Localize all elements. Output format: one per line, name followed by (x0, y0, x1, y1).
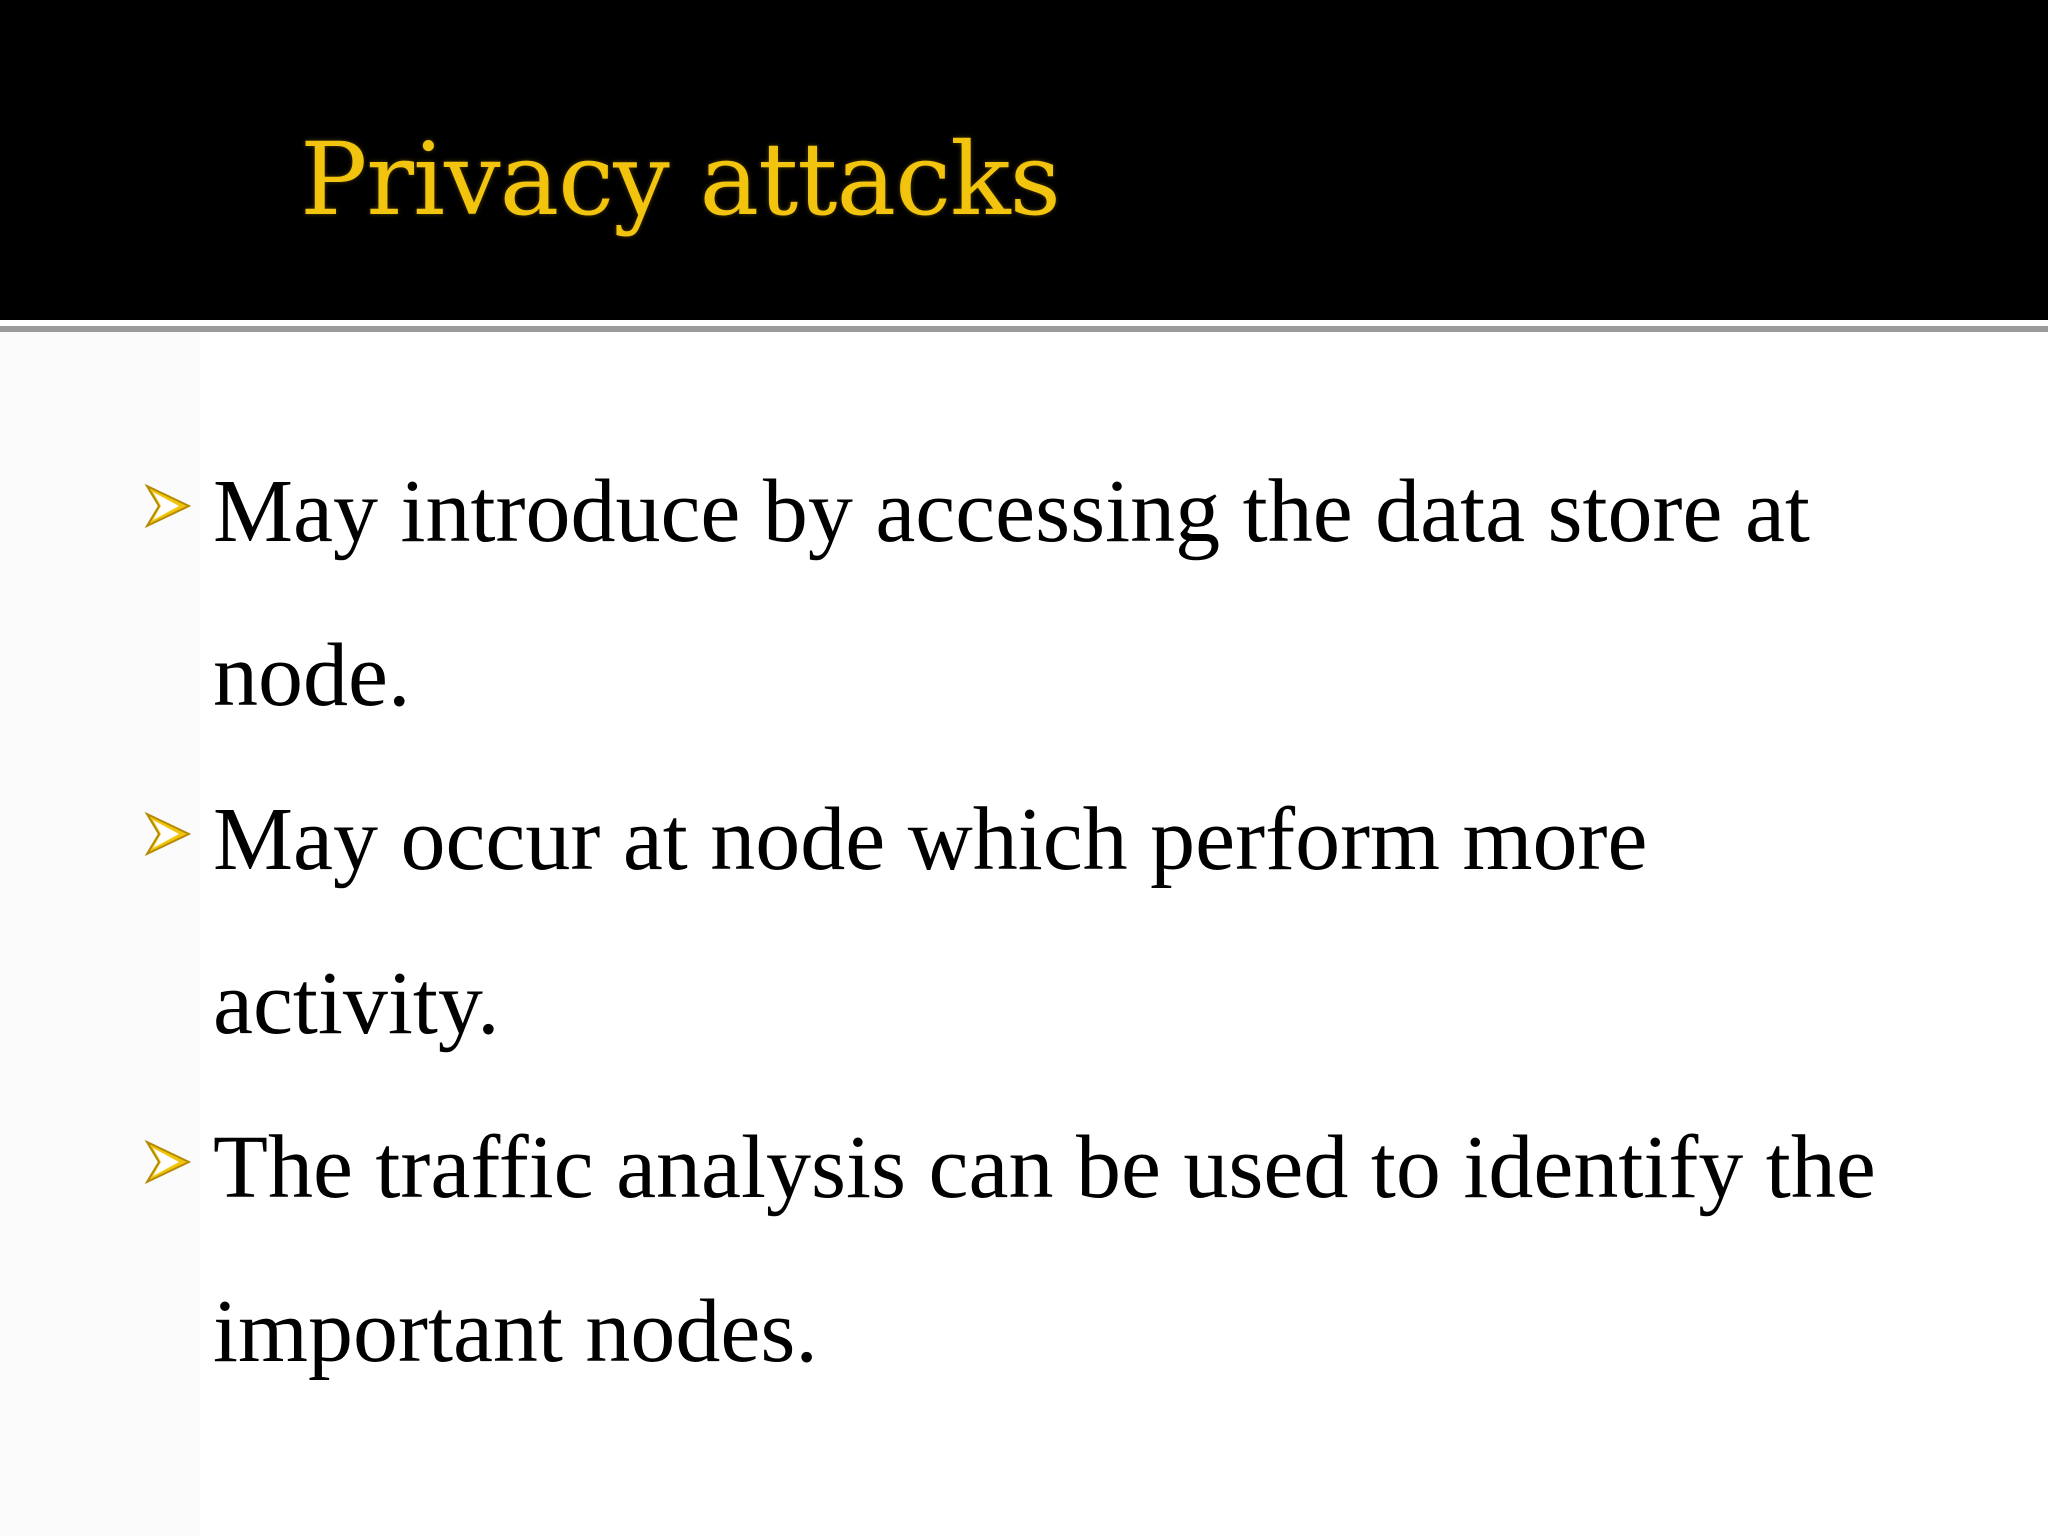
bullet-item (145, 430, 2005, 758)
arrow-bullet-icon (145, 810, 191, 858)
slide-title: Privacy attacks (300, 121, 1060, 238)
bullet-item (145, 1086, 2005, 1414)
arrow-bullet-icon (145, 482, 191, 530)
bullet-text-line: May occur at node which perform more (213, 790, 1648, 889)
bullet-text-line: May introduce by accessing the data store at (213, 462, 1810, 561)
bullet-list (145, 430, 2005, 1414)
arrow-bullet-icon (145, 1138, 191, 1186)
bullet-item (145, 758, 2005, 1086)
bullet-text-line: The traffic analysis can be used to identify the (213, 1118, 1876, 1217)
bullet-text-line: activity. (213, 954, 500, 1053)
title-bar (0, 0, 2048, 320)
title-divider (0, 326, 2048, 332)
bullet-text-line: node. (213, 626, 411, 725)
bullet-text-line: important nodes. (213, 1282, 818, 1381)
